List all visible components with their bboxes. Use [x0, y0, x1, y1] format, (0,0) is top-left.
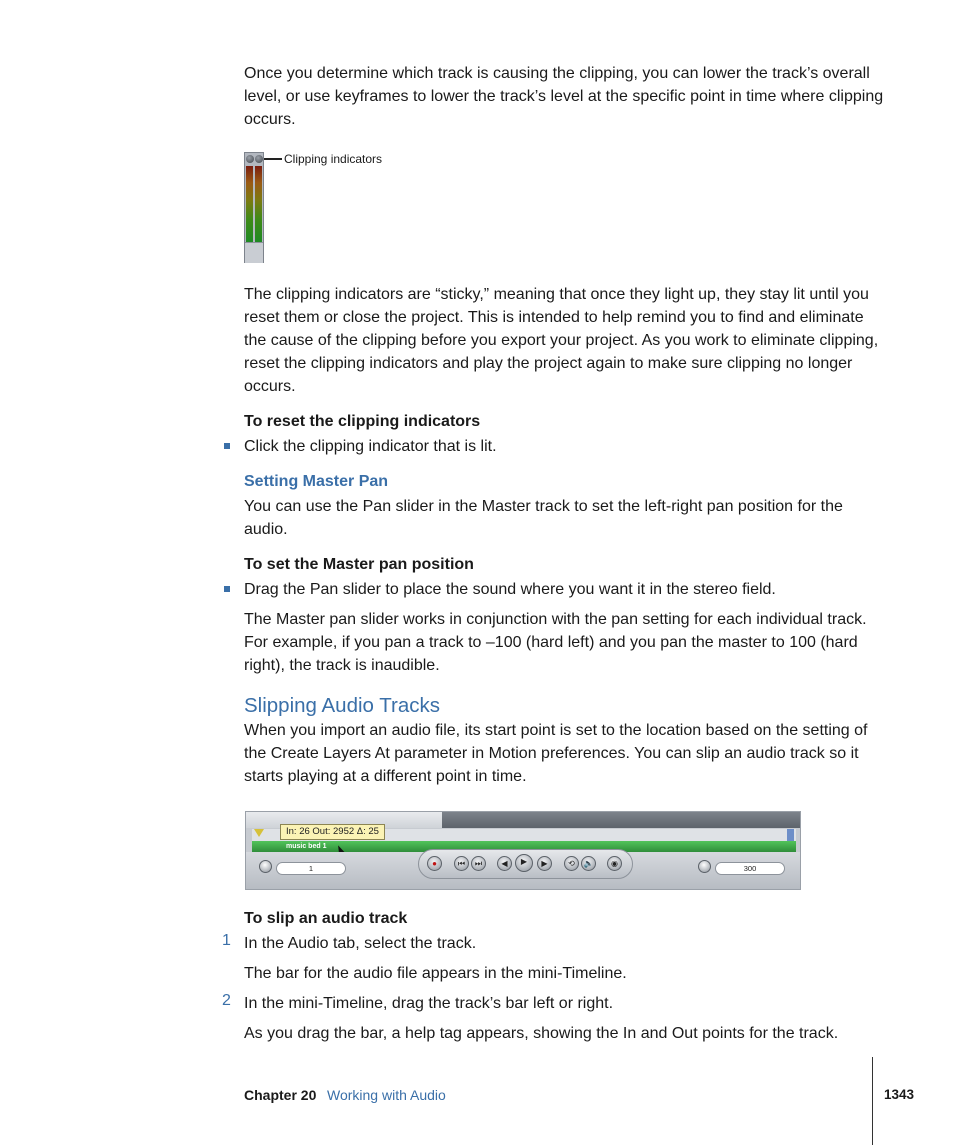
slip-task-heading: To slip an audio track — [244, 910, 408, 927]
out-marker-icon[interactable] — [787, 829, 794, 841]
bullet-marker — [224, 443, 230, 449]
record-button[interactable]: ● — [427, 856, 442, 871]
step-text: In the mini-Timeline, drag the track’s bar left or right. — [244, 995, 614, 1012]
step-number: 1 — [222, 932, 231, 949]
clipping-indicator-right-icon[interactable] — [255, 155, 263, 163]
audio-mute-button[interactable]: 🔈 — [581, 856, 596, 871]
step-number: 2 — [222, 992, 231, 1009]
footer-chapter-title[interactable]: Working with Audio — [327, 1087, 446, 1103]
clipping-indicator-left-icon[interactable] — [246, 155, 254, 163]
previous-frame-button[interactable]: ◀ — [497, 856, 512, 871]
master-pan-intro: You can use the Pan slider in the Master track to set the left-right pan position for the audio. — [244, 498, 843, 538]
go-to-start-button[interactable]: ⏮ — [454, 856, 469, 871]
master-pan-heading: Setting Master Pan — [244, 473, 389, 490]
play-button[interactable]: ▶ — [515, 854, 533, 872]
bullet-marker — [224, 586, 230, 592]
master-pan-note: The Master pan slider works in conjunction with the pan setting for each individual track. For example, if you pan a track to –100 (hard left) and you pan the master to 100 (hard right), the track is inaudible. — [244, 611, 867, 674]
help-tag: In: 26 Out: 2952 Δ: 25 — [280, 824, 385, 840]
meter-bar-left — [246, 166, 253, 242]
reset-task-step: Click the clipping indicator that is lit. — [244, 438, 497, 455]
loop-button[interactable]: ⟲ — [564, 856, 579, 871]
left-dial-icon[interactable] — [259, 860, 272, 873]
track-name-label: music bed 1 — [286, 843, 327, 850]
meter-bar-right — [255, 166, 262, 242]
sticky-paragraph: The clipping indicators are “sticky,” meaning that once they light up, they stay lit until you reset them or close the project. This is intended to help remind you to find and eliminate the cause of the clipping before you export your project. As you work to eliminate clipping, reset the clipping indicators and play the project again to make sure clipping no longer occurs. — [244, 286, 879, 395]
playhead-marker-icon[interactable] — [254, 829, 264, 837]
footer-chapter: Chapter 20 — [244, 1087, 317, 1103]
reset-task-heading: To reset the clipping indicators — [244, 413, 481, 430]
go-to-end-button[interactable]: ⏭ — [471, 856, 486, 871]
step-result: The bar for the audio file appears in the mini-Timeline. — [244, 965, 627, 982]
meter-base — [245, 242, 263, 263]
master-pan-step: Drag the Pan slider to place the sound where you want it in the stereo field. — [244, 581, 776, 598]
intro-paragraph: Once you determine which track is causing the clipping, you can lower the track’s overall level, or use keyframes to lower the track’s level at the specific point in time where clipping occurs. — [244, 65, 884, 128]
right-dial-icon[interactable] — [698, 860, 711, 873]
timeline-header-dark — [442, 812, 801, 828]
slipping-intro: When you import an audio file, its start point is set to the location based on the setting of the Create Layers At parameter in Motion preferences. You can slip an audio track so it starts playing at a different point in time. — [244, 722, 868, 785]
callout-leader-line — [264, 158, 282, 160]
page-number: 1343 — [884, 1087, 915, 1102]
mini-timeline-figure — [245, 811, 801, 890]
clipping-indicators-callout: Clipping indicators — [284, 152, 383, 166]
speaker-icon[interactable]: ◉ — [607, 856, 622, 871]
footer-divider — [872, 1057, 873, 1145]
master-pan-task-heading: To set the Master pan position — [244, 556, 474, 573]
step-text: In the Audio tab, select the track. — [244, 935, 477, 952]
step-result: As you drag the bar, a help tag appears, showing the In and Out points for the track. — [244, 1025, 839, 1042]
end-frame-field[interactable]: 300 — [715, 862, 785, 875]
start-frame-field[interactable]: 1 — [276, 862, 346, 875]
slipping-heading: Slipping Audio Tracks — [244, 694, 441, 717]
next-frame-button[interactable]: ▶ — [537, 856, 552, 871]
